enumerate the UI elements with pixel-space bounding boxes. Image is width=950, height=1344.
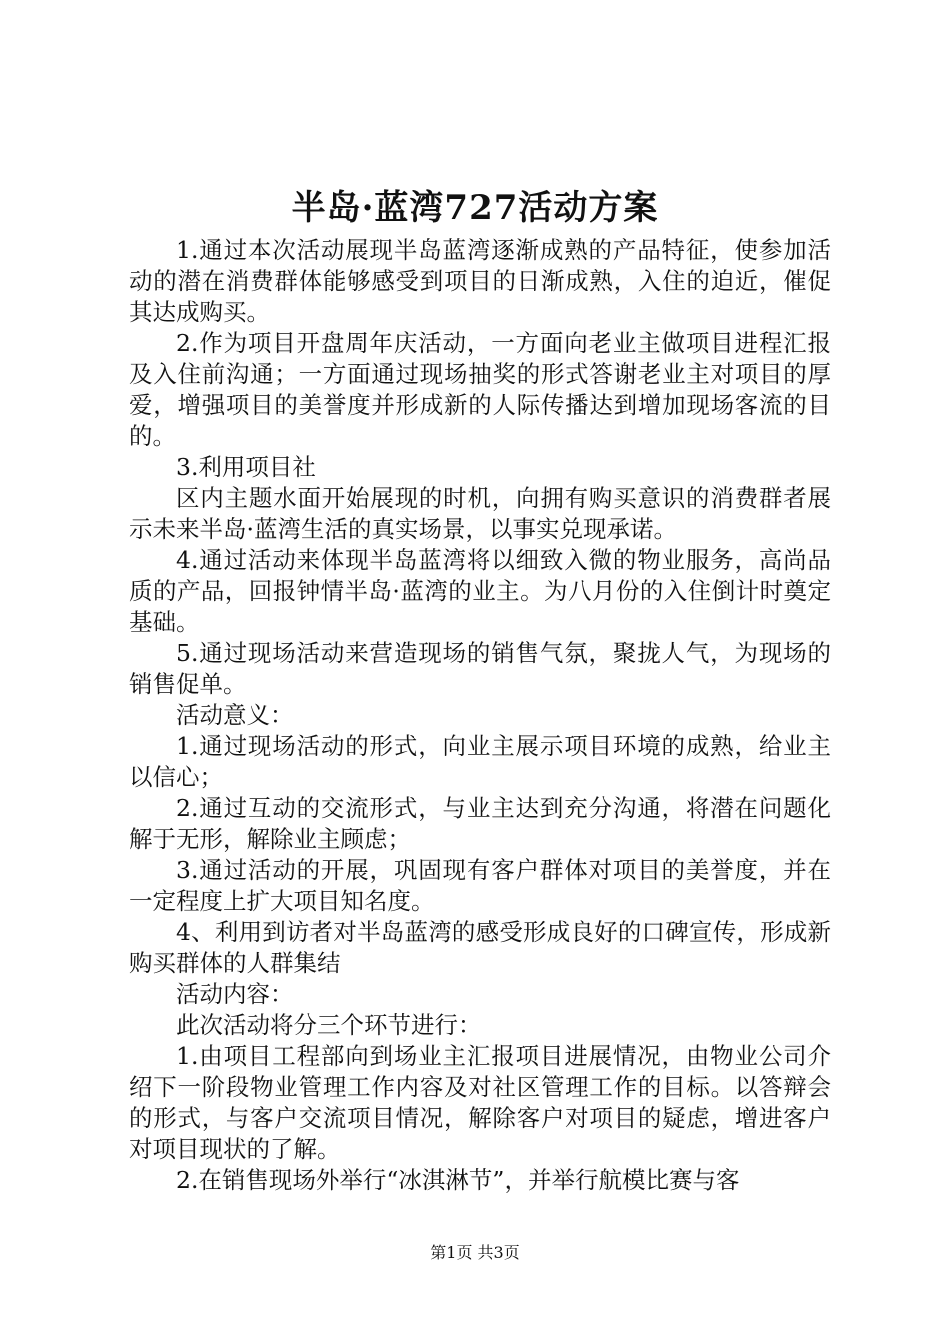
paragraph: 1.通过现场活动的形式，向业主展示项目环境的成熟，给业主以信心； (129, 732, 831, 791)
paragraph: 3.利用项目社 (176, 453, 316, 481)
paragraph: 1.由项目工程部向到场业主汇报项目进展情况，由物业公司介绍下一阶段物业管理工作内容及对社区管理工作的目标。以答辩会的形式，与客户交流项目情况，解除客户对项目的疑虑，增进客户对项目现状的了解。 (129, 1042, 831, 1163)
paragraph: 此次活动将分三个环节进行： (176, 1011, 482, 1039)
document-title: 半岛·蓝湾727活动方案 (291, 188, 659, 228)
paragraph: 3.通过活动的开展，巩固现有客户群体对项目的美誉度，并在一定程度上扩大项目知名度。 (129, 856, 831, 915)
paragraph: 1.通过本次活动展现半岛蓝湾逐渐成熟的产品特征，使参加活动的潜在消费群体能够感受到项目的日渐成熟，入住的迫近，催促其达成购买。 (129, 236, 831, 326)
paragraph: 4.通过活动来体现半岛蓝湾将以细致入微的物业服务，高尚品质的产品，回报钟情半岛·蓝湾的业主。为八月份的入住倒计时奠定基础。 (129, 546, 831, 636)
document-body (129, 235, 831, 1196)
paragraph: 2.作为项目开盘周年庆活动，一方面向老业主做项目进程汇报及入住前沟通；一方面通过现场抽奖的形式答谢老业主对项目的厚爱，增强项目的美誉度并形成新的人际传播达到增加现场客流的目的。 (129, 329, 831, 450)
paragraph: 区内主题水面开始展现的时机，向拥有购买意识的消费群者展示未来半岛·蓝湾生活的真实场景，以事实兑现承诺。 (129, 484, 831, 543)
paragraph: 5.通过现场活动来营造现场的销售气氛，聚拢人气，为现场的销售促单。 (129, 639, 831, 698)
paragraph: 2.在销售现场外举行“冰淇淋节”，并举行航模比赛与客 (176, 1166, 740, 1194)
section-heading: 活动意义： (176, 701, 294, 729)
paragraph: 2.通过互动的交流形式，与业主达到充分沟通，将潜在问题化解于无形，解除业主顾虑； (129, 794, 831, 853)
paragraph: 4、利用到访者对半岛蓝湾的感受形成良好的口碑宣传，形成新购买群体的人群集结 (129, 918, 831, 977)
section-heading: 活动内容： (176, 980, 294, 1008)
page-number-footer: 第1页 共3页 (430, 1243, 520, 1262)
